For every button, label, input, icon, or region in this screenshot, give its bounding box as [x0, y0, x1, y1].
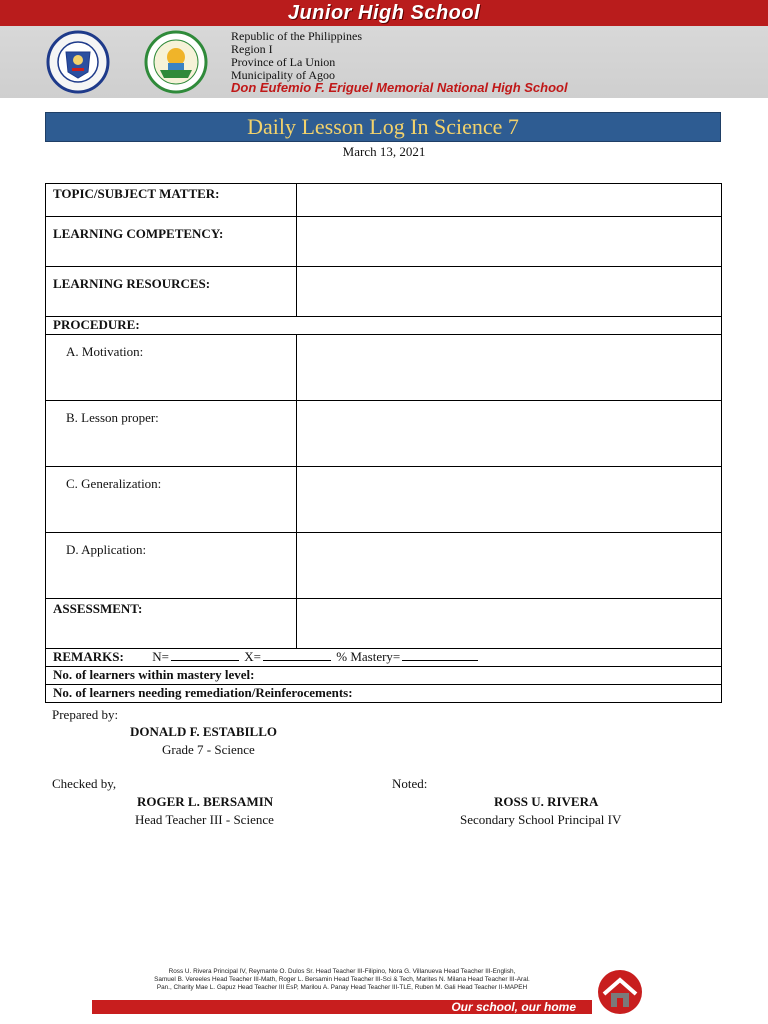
- table-row: [46, 533, 722, 599]
- generalization-field[interactable]: [297, 467, 722, 533]
- letterhead: [0, 0, 768, 98]
- address-line: Region I: [231, 42, 273, 56]
- competency-field[interactable]: [297, 217, 722, 267]
- footer-bar: [92, 1000, 592, 1014]
- topic-field[interactable]: [297, 184, 722, 217]
- prepared-by-name: DONALD F. ESTABILLO: [130, 724, 278, 739]
- school-seal-logo: [138, 30, 214, 94]
- table-row: [46, 184, 722, 217]
- mastery-blank[interactable]: [402, 649, 478, 661]
- within-mastery-label: No. of learners within mastery level:: [46, 667, 722, 685]
- home-icon: [592, 968, 648, 1016]
- motivation-label: A. Motivation:: [46, 335, 297, 401]
- procedure-label: PROCEDURE:: [46, 317, 722, 335]
- school-name: Don Eufemio F. Eriguel Memorial National High School: [231, 80, 568, 95]
- prepared-by-label: Prepared by:: [52, 707, 119, 722]
- lesson-proper-field[interactable]: [297, 401, 722, 467]
- table-row: [46, 217, 722, 267]
- resources-label: LEARNING RESOURCES:: [46, 267, 297, 317]
- topic-label: TOPIC/SUBJECT MATTER:: [46, 184, 297, 217]
- n-blank[interactable]: [171, 649, 239, 661]
- staff-line: Pan., Charity Mae L. Gapuz Head Teacher III EsP, Marilou A. Panay Head Teacher III-TLE, Ruben M. Gali Head Teacher II-MAPEH: [156, 984, 528, 991]
- checked-by-label: Checked by,: [52, 776, 117, 791]
- lesson-proper-label: B. Lesson proper:: [46, 401, 297, 467]
- remarks-line: [46, 649, 722, 667]
- remediation-label: No. of learners needing remediation/Reinferocements:: [46, 685, 722, 703]
- table-row: [46, 401, 722, 467]
- x-blank[interactable]: [263, 649, 331, 661]
- checked-by-name: ROGER L. BERSAMIN: [137, 794, 274, 809]
- footer: [92, 968, 654, 1016]
- application-label: D. Application:: [46, 533, 297, 599]
- table-row: [46, 267, 722, 317]
- staff-line: Ross U. Rivera Principal IV, Reymante O. Dulos Sr. Head Teacher III-Filipino, Nora G. Villanueva Head Teacher III-English,: [168, 968, 516, 975]
- table-row: [46, 667, 722, 685]
- remarks-label: REMARKS:: [53, 649, 124, 664]
- footer-slogan: Our school, our home: [451, 1000, 576, 1014]
- document-title-bar: [45, 112, 721, 142]
- prepared-by-role: Grade 7 - Science: [162, 742, 255, 757]
- table-row: [46, 317, 722, 335]
- assessment-label: ASSESSMENT:: [46, 599, 297, 649]
- noted-role: Secondary School Principal IV: [460, 812, 622, 827]
- letterhead-address: [231, 30, 362, 82]
- address-line: Municipality of Agoo: [231, 68, 335, 82]
- deped-seal-logo: [40, 30, 116, 94]
- address-line: Province of La Union: [231, 55, 336, 69]
- staff-line: Samuel B. Vereeles Head Teacher III-Math, Roger L. Bersamin Head Teacher III-Sci & Tech, Marites N. Milana Head Teacher III-Aral.: [154, 976, 530, 983]
- generalization-label: C. Generalization:: [46, 467, 297, 533]
- assessment-field[interactable]: [297, 599, 722, 649]
- competency-label: LEARNING COMPETENCY:: [46, 217, 297, 267]
- table-row: [46, 335, 722, 401]
- table-row: [46, 467, 722, 533]
- document-date: March 13, 2021: [342, 144, 426, 159]
- footer-staff-list: [92, 968, 592, 992]
- resources-field[interactable]: [297, 267, 722, 317]
- motivation-field[interactable]: [297, 335, 722, 401]
- lesson-log-table: [45, 183, 722, 703]
- application-field[interactable]: [297, 533, 722, 599]
- x-label: X=: [244, 649, 261, 664]
- checked-by-role: Head Teacher III - Science: [135, 812, 274, 827]
- address-line: Republic of the Philippines: [231, 29, 362, 43]
- banner-title: Junior High School: [287, 2, 481, 24]
- noted-name: ROSS U. RIVERA: [494, 794, 599, 809]
- table-row: [46, 685, 722, 703]
- n-label: N=: [152, 649, 170, 664]
- document-title: Daily Lesson Log In Science 7: [247, 114, 519, 139]
- noted-label: Noted:: [392, 776, 428, 791]
- table-row: [46, 599, 722, 649]
- mastery-label: % Mastery=: [336, 649, 401, 664]
- table-row: [46, 649, 722, 667]
